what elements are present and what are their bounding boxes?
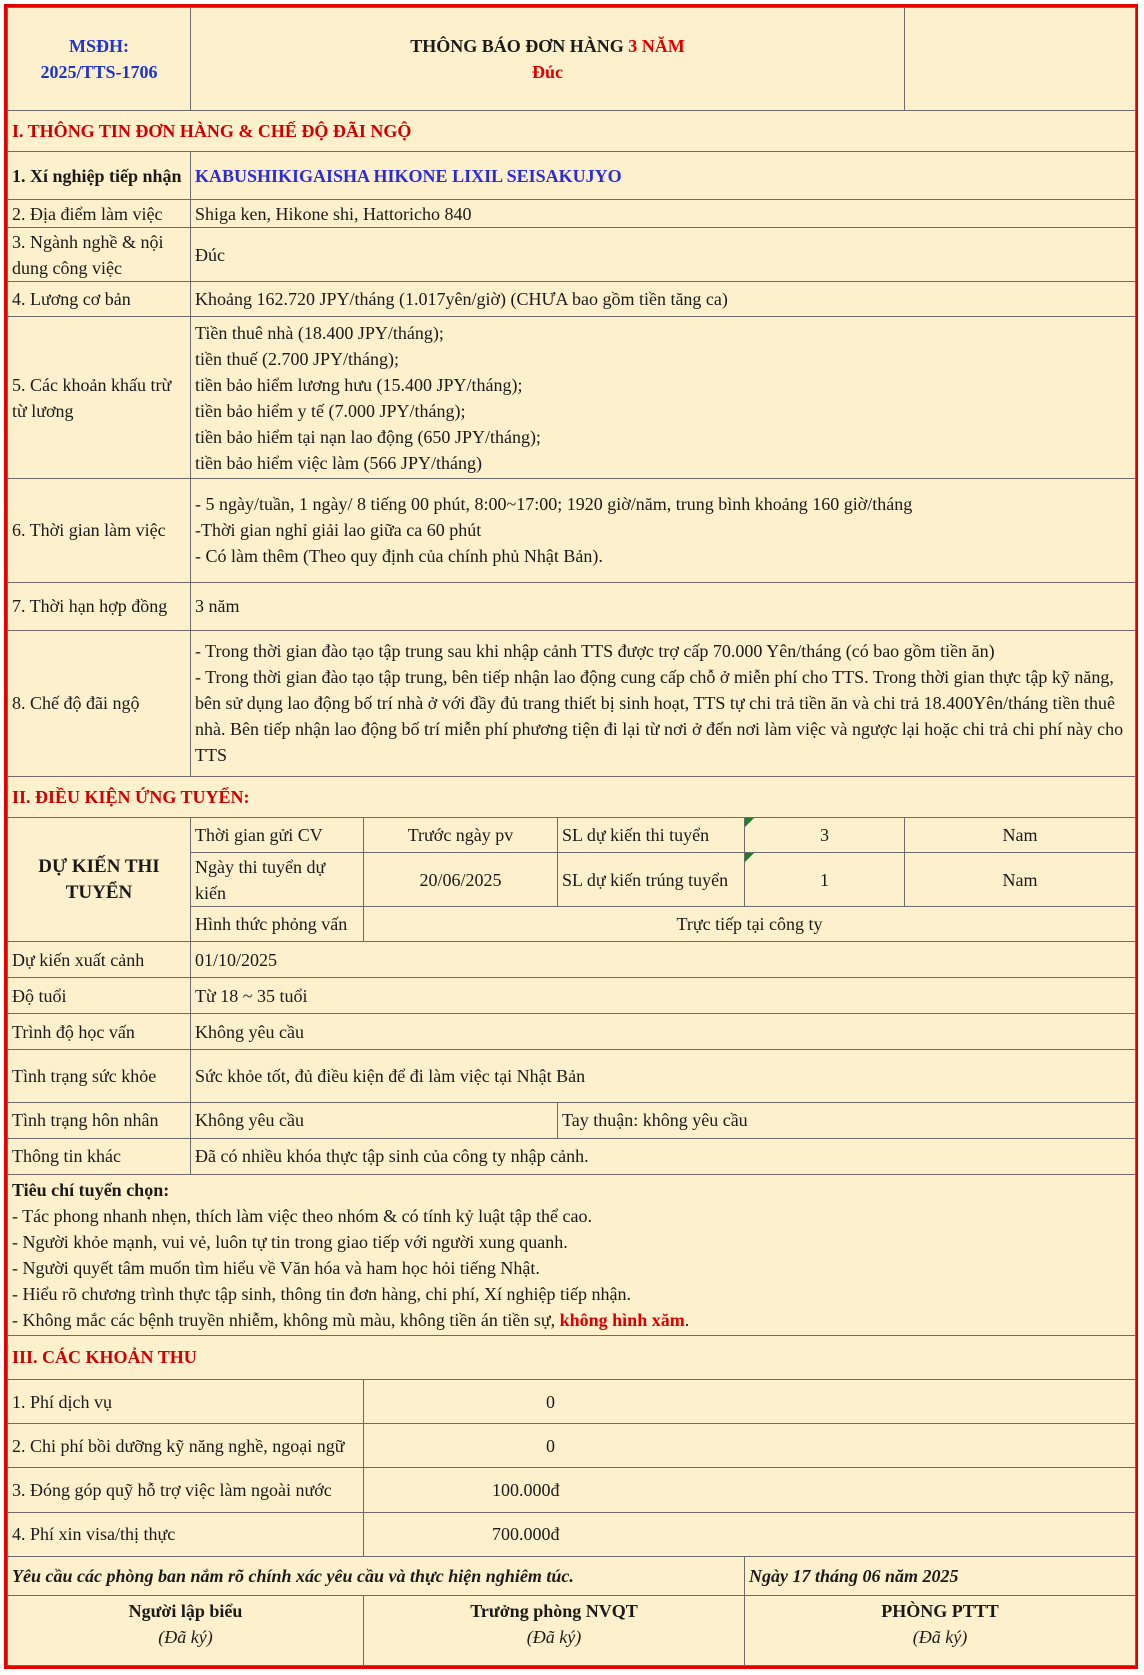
section-3-heading: III. CÁC KHOẢN THU [8,1335,1136,1379]
footer-date: Ngày 17 tháng 06 năm 2025 [745,1556,1136,1595]
company-name: KABUSHIKIGAISHA HIKONE LIXIL SEISAKUJYO [191,151,1136,199]
fee-value: 0 [364,1380,1136,1424]
criteria-last-text: - Không mắc các bệnh truyền nhiễm, không mù màu, không tiền án tiền sự, [12,1309,560,1330]
comment-marker [745,818,754,827]
planned-hires-label: SL dự kiến trúng tuyển [558,852,745,906]
fee-label: 4. Phí xin visa/thị thực [8,1512,364,1556]
marital-value: Không yêu cầu [191,1102,558,1138]
order-code: 2025/TTS-1706 [40,61,158,82]
education-label: Trình độ học vấn [8,1014,191,1050]
no-tattoo-highlight: không hình xăm [559,1309,685,1330]
departure-value: 01/10/2025 [191,942,1136,978]
fee-value: 700.000đ [364,1512,1136,1556]
worktime-item: - Có làm thêm (Theo quy định của chính phủ Nhật Bản). [195,545,603,566]
planned-candidates-gender: Nam [905,817,1136,852]
signer-status: (Đã ký) [158,1626,213,1647]
salary-label: 4. Lương cơ bản [8,282,191,317]
title-subject: Đúc [532,61,563,82]
deductions-label: 5. Các khoản khấu trừ từ lương [8,317,191,478]
other-info-label: Thông tin khác [8,1138,191,1174]
interview-type-label: Hình thức phỏng vấn [191,907,364,942]
planned-candidates-value: 3 [820,824,829,845]
signer-block [364,1595,745,1665]
header-blank-cell [905,8,1136,111]
exam-date-label: Ngày thi tuyển dự kiến [191,852,364,906]
marital-label: Tình trạng hôn nhân [8,1102,191,1138]
deduction-item: tiền bảo hiểm lương hưu (15.400 JPY/tháng); [195,374,523,395]
age-value: Từ 18 ~ 35 tuổi [191,978,1136,1014]
comment-marker [745,853,754,862]
job-label: 3. Ngành nghề & nội dung công việc [8,227,191,281]
criteria-item: - Người khỏe mạnh, vui vẻ, luôn tự tin trong giao tiếp với người xung quanh. [12,1231,568,1252]
order-code-label: MSĐH: [69,35,129,56]
section-1-heading: I. THÔNG TIN ĐƠN HÀNG & CHẾ ĐỘ ĐÃI NGỘ [8,110,1136,151]
signer-title: Người lập biểu [128,1600,243,1621]
contract-label: 7. Thời hạn hợp đồng [8,582,191,630]
education-value: Không yêu cầu [191,1014,1136,1050]
worktime-label: 6. Thời gian làm việc [8,478,191,582]
handedness-value: Tay thuận: không yêu cầu [558,1102,1136,1138]
planned-hires-gender: Nam [905,852,1136,906]
departure-label: Dự kiến xuất cảnh [8,942,191,978]
section-2-heading: II. ĐIỀU KIỆN ỨNG TUYỂN: [8,776,1136,817]
criteria-last-suffix: . [684,1309,690,1330]
cv-time-value: Trước ngày pv [364,817,558,852]
fee-label: 3. Đóng góp quỹ hỗ trợ việc làm ngoài nước [8,1468,364,1512]
fee-label: 1. Phí dịch vụ [8,1380,364,1424]
health-label: Tình trạng sức khỏe [8,1050,191,1102]
worktime-list [191,478,1136,582]
workplace-value: Shiga ken, Hikone shi, Hattoricho 840 [191,200,1136,228]
criteria-item: - Tác phong nhanh nhẹn, thích làm việc theo nhóm & có tính kỷ luật tập thể cao. [12,1205,593,1226]
company-label: 1. Xí nghiệp tiếp nhận [8,151,191,199]
title-years: 3 NĂM [628,35,685,56]
deductions-list [191,317,1136,478]
document-title [191,8,905,111]
exam-date-value: 20/06/2025 [364,852,558,906]
signer-title: PHÒNG PTTT [881,1600,999,1621]
deduction-item: tiền bảo hiểm việc làm (566 JPY/tháng) [195,452,482,473]
contract-value: 3 năm [191,582,1136,630]
fee-value: 100.000đ [364,1468,1136,1512]
cv-time-label: Thời gian gửi CV [191,817,364,852]
planned-candidates-label: SL dự kiến thi tuyển [558,817,745,852]
worktime-item: - 5 ngày/tuần, 1 ngày/ 8 tiếng 00 phút, 8:00~17:00; 1920 giờ/năm, trung bình khoảng 160 giờ/tháng [195,493,913,514]
signer-status: (Đã ký) [526,1626,582,1647]
benefits-text: - Trong thời gian đào tạo tập trung sau khi nhập cảnh TTS được trợ cấp 70.000 Yên/tháng (có bao gồm tiền ăn) - Trong thời gian đào tạo tập trung, bên tiếp nhận lao động cung cấp chỗ ở miễn phí cho TTS. Trong thời gian thực tập kỹ năng, bên sử dụng lao động bố trí nhà ở với đầy đủ trang thiết bị sinh hoạt, TTS tự chi trả tiền ăn và chi trả 18.400Yên/tháng tiền thuê nhà. Bên tiếp nhận lao động bố trí miễn phí phương tiện đi lại từ nơi ở đến nơi làm việc và ngược lại hoặc chi trả chi phí này cho TTS [191,630,1136,776]
signer-block [745,1595,1136,1665]
criteria-item: - Hiểu rõ chương trình thực tập sinh, thông tin đơn hàng, chi phí, Xí nghiệp tiếp nhận. [12,1283,631,1304]
fee-label: 2. Chi phí bồi dưỡng kỹ năng nghề, ngoại ngữ [8,1424,364,1468]
signer-block [8,1595,364,1665]
footer-note: Yêu cầu các phòng ban nắm rõ chính xác yêu cầu và thực hiện nghiêm túc. [8,1556,745,1595]
signer-title: Trưởng phòng NVQT [470,1600,638,1621]
selection-criteria [8,1174,1136,1335]
deduction-item: tiền thuế (2.700 JPY/tháng); [195,348,399,369]
job-value: Đúc [191,227,1136,281]
deduction-item: Tiền thuê nhà (18.400 JPY/tháng); [195,322,444,343]
other-info-value: Đã có nhiều khóa thực tập sinh của công ty nhập cảnh. [191,1138,1136,1174]
order-code-cell [8,8,191,111]
deduction-item: tiền bảo hiểm y tế (7.000 JPY/tháng); [195,400,466,421]
criteria-title: Tiêu chí tuyển chọn: [12,1179,170,1200]
planned-hires-value: 1 [820,869,829,890]
workplace-label: 2. Địa điểm làm việc [8,200,191,228]
criteria-item: - Người quyết tâm muốn tìm hiểu về Văn hóa và ham học hỏi tiếng Nhật. [12,1257,540,1278]
planned-hires-value-cell [745,852,905,906]
health-value: Sức khỏe tốt, đủ điều kiện để đi làm việc tại Nhật Bản [191,1050,1136,1102]
benefits-label: 8. Chế độ đãi ngộ [8,630,191,776]
criteria-item-last [12,1307,1131,1333]
order-notice-sheet [4,4,1138,1669]
fee-value: 0 [364,1424,1136,1468]
deduction-item: tiền bảo hiểm tại nạn lao động (650 JPY/tháng); [195,426,541,447]
worktime-item: -Thời gian nghỉ giải lao giữa ca 60 phút [195,519,482,540]
salary-value: Khoảng 162.720 JPY/tháng (1.017yên/giờ) (CHƯA bao gồm tiền tăng ca) [191,282,1136,317]
age-label: Độ tuổi [8,978,191,1014]
exam-plan-label: DỰ KIẾN THI TUYỂN [8,817,191,941]
signer-status: (Đã ký) [912,1626,968,1647]
interview-type-value: Trực tiếp tại công ty [364,907,1136,942]
title-main: THÔNG BÁO ĐƠN HÀNG [410,35,624,56]
planned-candidates-value-cell [745,817,905,852]
order-table [7,7,1136,1666]
